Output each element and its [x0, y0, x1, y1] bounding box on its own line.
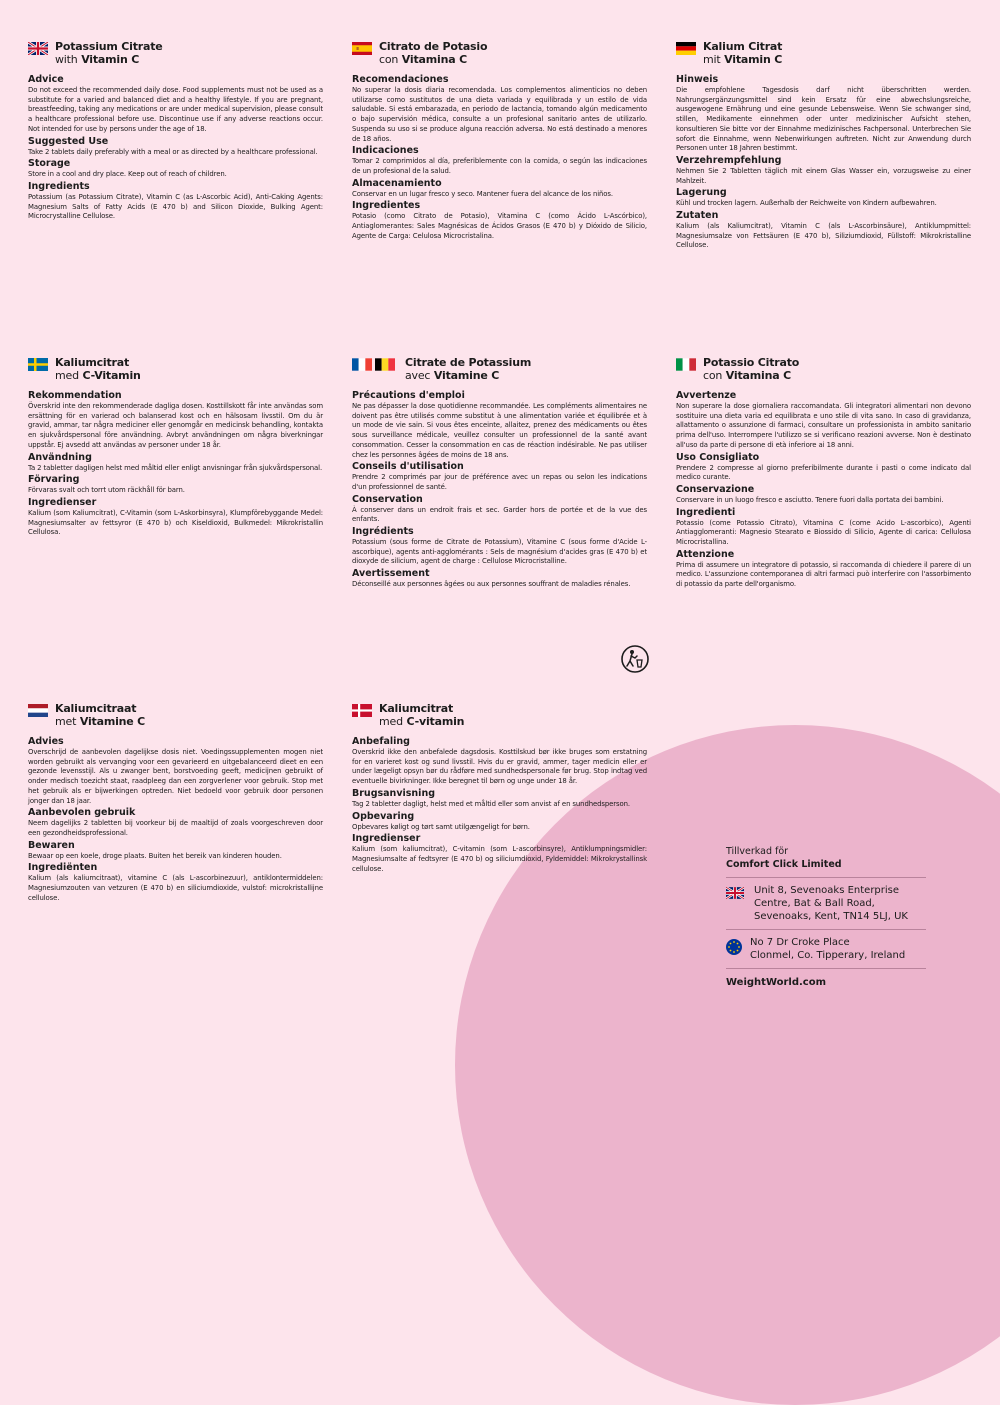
section-heading: Avvertenze: [676, 390, 737, 401]
section-heading: Uso Consigliato: [676, 451, 760, 463]
product-title: Citrate de Potassium: [405, 356, 532, 369]
section-heading: Verzehrempfehlung: [676, 154, 782, 166]
section-text: Potasio (como Citrato de Potasio), Vitamina C (como Ácido L-Ascórbico), Antiaglomerantes: Sales Magnésicas de Ácidos Grasos (E 470 b) y Dióxido de Silicio, Agente de Carga: Celulosa Microcristalina.: [352, 212, 647, 240]
product-subtitle: con Vitamina C: [379, 53, 467, 66]
section-text: Kalium (som kaliumcitrat), C-vitamin (som L-ascorbinsyre), Antiklumpningsmidler: Magnesiumsalte af fedtsyrer (E 470 b) og siliciumdioxid, Fyldemiddel: Mikrokrystallinsk cellulose.: [352, 845, 647, 873]
block-header: [352, 40, 647, 66]
product-title: Citrato de Potasio: [379, 40, 488, 53]
section-heading: Conservation: [352, 493, 423, 505]
section-heading: Indicaciones: [352, 145, 419, 157]
section-text: Overskrid ikke den anbefalede dagsdosis. Kosttilskud bør ikke bruges som erstatning for en varieret kost og sund livsstil. Hvis du er gravid, ammer, tager medicin eller er under lægeligt opsyn bør du rådføre med sundhedspersonale før brug. Stop indtag ved eventuelle bivirkninger. Ikke beregnet til børn og unge under 18 år.: [352, 748, 647, 786]
product-title: Kalium Citrat: [703, 40, 783, 53]
section-text: No superar la dosis diaria recomendada. Los complementos alimenticios no deben utilizarse como sustitutos de una dieta variada y equilibrada y un estilo de vida saludable. Si está embarazada, en periodo de lactancia, tomando algún medicamento o bajo supervisión médica, consulte a un profesional sanitario antes de utilizarlo. Suspenda su uso si se produce alguna reacción adversa. No está destinado a menores de 18 años.: [352, 86, 647, 143]
section-heading: Ingredienser: [28, 496, 97, 508]
france-flag-icon: [352, 358, 372, 371]
lang-block-en: [28, 40, 323, 223]
address-line: Sevenoaks, Kent, TN14 5LJ, UK: [754, 911, 908, 922]
lang-block-de: [676, 40, 971, 252]
section-text: Do not exceed the recommended daily dose. Food supplements must not be used as a substitute for a varied and balanced diet and a healthy lifestyle. If you are pregnant, breastfeeding, taking any medications or are under medical supervision, please consult a healthcare professional before use. Discontinue use if any adverse reactions occur. Not intended for use by persons under the age of 18.: [28, 86, 323, 133]
belgium-flag-icon: [375, 358, 395, 371]
section-text: Kühl und trocken lagern. Außerhalb der Reichweite von Kindern aufbewahren.: [676, 199, 937, 208]
address-line: Clonmel, Co. Tipperary, Ireland: [750, 950, 906, 961]
section-heading: Hinweis: [676, 74, 719, 85]
product-title: Kaliumcitraat: [55, 702, 137, 715]
section-heading: Ingredienti: [676, 506, 736, 518]
section-heading: Almacenamiento: [352, 177, 442, 189]
lang-block-fr: [352, 356, 647, 591]
section-heading: Ingrédients: [352, 526, 414, 538]
section-heading: Ingredienser: [352, 833, 421, 845]
product-subtitle: med C-Vitamin: [55, 369, 141, 382]
product-title: Kaliumcitrat: [379, 702, 454, 715]
section-heading: Avertissement: [352, 568, 430, 580]
section-heading: Conseils d'utilisation: [352, 461, 464, 473]
section-heading: Suggested Use: [28, 135, 109, 147]
uk-flag-icon: [726, 887, 746, 900]
product-title: Potassio Citrato: [703, 356, 800, 369]
manufacturer-info: [726, 845, 926, 988]
section-heading: Ingredientes: [352, 200, 421, 212]
section-text: Store in a cool and dry place. Keep out of reach of children.: [28, 170, 227, 179]
section-text: Potassium (as Potassium Citrate), Vitamin C (as L-Ascorbic Acid), Anti-Caking Agents: Magnesium Salts of Fatty Acids (E 470 b) and Silicon Dioxide, Bulking Agent: Microcrystalline Cellulose.: [28, 192, 323, 221]
address-uk: [726, 877, 926, 923]
section-text: Prima di assumere un integratore di potassio, si raccomanda di chiedere il parere di un medico. L'assunzione contemporanea di altri farmaci può interferire con l'assorbimento di potassio da parte dell'organismo.: [676, 560, 971, 589]
section-heading: Advies: [28, 736, 64, 747]
section-heading: Attenzione: [676, 548, 735, 560]
block-header: [352, 702, 647, 728]
address-line: Centre, Bat & Ball Road,: [754, 898, 875, 909]
section-text: Neem dagelijks 2 tabletten bij voorkeur bij de maaltijd of zoals voorgeschreven door een gezondheidsprofessional.: [28, 819, 323, 837]
product-subtitle: mit Vitamin C: [703, 53, 783, 66]
product-subtitle: med C-vitamin: [379, 715, 465, 728]
section-heading: Ingrediënten: [28, 862, 98, 874]
section-heading: Lagerung: [676, 187, 727, 199]
section-text: Potassio (come Potassio Citrato), Vitamina C (come Acido L-ascorbico), Agenti Antiagglomeranti: Magnesio Stearato e Biossido di Silicio, Agente di carica: Cellulosa Microcristallina.: [676, 518, 971, 547]
denmark-flag-icon: [352, 704, 372, 717]
lang-block-nl: [28, 702, 323, 904]
address-line: No 7 Dr Croke Place: [750, 937, 850, 948]
uk-flag-icon: [28, 42, 48, 55]
section-text: Take 2 tablets daily preferably with a meal or as directed by a healthcare professional.: [28, 147, 318, 156]
section-heading: Conservazione: [676, 483, 755, 495]
block-header: [676, 356, 971, 382]
sweden-flag-icon: [28, 358, 48, 371]
section-text: Ta 2 tabletter dagligen helst med måltid eller enligt anvisningar från sjukvårdspersonal.: [28, 463, 323, 472]
section-heading: Aanbevolen gebruik: [28, 807, 136, 819]
section-heading: Ingredients: [28, 180, 90, 192]
section-text: Conservare in un luogo fresco e asciutto. Tenere fuori dalla portata dei bambini.: [676, 495, 944, 504]
manufactured-for-label: Tillverkad för: [726, 846, 789, 857]
section-text: Tomar 2 comprimidos al día, preferiblemente con la comida, o según las indicaciones de un profesional de la salud.: [352, 157, 647, 175]
flag-group: [352, 358, 398, 371]
block-header: [676, 40, 971, 66]
section-heading: Anbefaling: [352, 736, 410, 747]
section-text: Opbevares køligt og tørt samt utilgængeligt for børn.: [352, 822, 530, 831]
lang-block-da: [352, 702, 647, 875]
product-title: Potassium Citrate: [55, 40, 163, 53]
italy-flag-icon: [676, 358, 696, 371]
section-heading: Précautions d'emploi: [352, 390, 465, 401]
section-text: Bewaar op een koele, droge plaats. Buiten het bereik van kinderen houden.: [28, 851, 282, 860]
eu-flag-icon: [726, 939, 742, 955]
section-text: Kalium (som Kaliumcitrat), C-Vitamin (som L-Askorbinsyra), Klumpförebyggande Medel: Magnesiumsalter av fettsyror (E 470 b) och Kiseldioxid, Bulkmedel: Mikrokristallin Cellulosa.: [28, 508, 323, 537]
section-text: Nehmen Sie 2 Tabletten täglich mit einem Glas Wasser ein, vorzugsweise zu einer Mahlzeit.: [676, 166, 971, 185]
section-heading: Recomendaciones: [352, 74, 449, 85]
section-text: Ne pas dépasser la dose quotidienne recommandée. Les compléments alimentaires ne doivent pas être utilisés comme substitut à une alimentation variée et équilibrée et à un mode de vie sain. Si vous êtes enceinte, allaitez, prenez des médicaments ou êtes sous surveillance médicale, veuillez consulter un professionnel de la santé avant consommation. Cesser la consommation en cas de réaction indésirable. Ne pas utiliser chez les personnes âgées de moins de 18 ans.: [352, 402, 647, 459]
section-heading: Rekommendation: [28, 390, 122, 401]
section-text: Kalium (als Kaliumcitrat), Vitamin C (als L-Ascorbinsäure), Antiklumpmittel: Magnesiumsalze von Fettsäuren (E 470 b), Siliziumdioxid, Füllstoff: Mikrokristalline Cellulose.: [676, 222, 971, 250]
section-heading: Advice: [28, 74, 64, 85]
tidyman-recycle-icon: [620, 644, 650, 674]
product-subtitle: met Vitamine C: [55, 715, 146, 728]
product-subtitle: avec Vitamine C: [405, 369, 500, 382]
section-text: Överskrid inte den rekommenderade dagliga dosen. Kosttillskott får inte användas som ersättning för en varierad och balanserad kost och en hälsosam livsstil. Om du är gravid, ammar, tar några mediciner eller genomgår en medicinsk behandling, kontakta en sjukvårdspersonal före användning. Avbryt användningen om några biverkningar uppstår. Ej avsedd att användas av personer under 18 år.: [28, 402, 323, 449]
product-subtitle: con Vitamina C: [703, 369, 791, 382]
block-header: [28, 40, 323, 66]
section-text: Tag 2 tabletter dagligt, helst med et måltid eller som anvist af en sundhedsperson.: [352, 799, 631, 808]
lang-block-es: [352, 40, 647, 242]
company-name: Comfort Click Limited: [726, 859, 842, 870]
lang-block-it: [676, 356, 971, 591]
section-text: Kalium (als kaliumcitraat), vitamine C (als L-ascorbinezuur), antiklontermiddelen: Magnesiumzouten van vetzuren (E 470 b) en siliciumdioxide, vulstof: microkristallijne cellulose.: [28, 874, 323, 902]
address-line: Unit 8, Sevenoaks Enterprise: [754, 885, 900, 896]
address-ie: [726, 929, 926, 962]
section-text: Prendre 2 comprimés par jour de préférence avec un repas ou selon les indications d'un professionnel de santé.: [352, 473, 647, 491]
spain-flag-icon: [352, 42, 372, 55]
product-title: Kaliumcitrat: [55, 356, 130, 369]
section-heading: Förvaring: [28, 474, 80, 486]
section-heading: Användning: [28, 451, 92, 463]
section-text: Prendere 2 compresse al giorno preferibilmente durante i pasti o come indicato dal medico curante.: [676, 463, 971, 482]
section-heading: Storage: [28, 158, 71, 170]
block-header: [28, 702, 323, 728]
section-heading: Zutaten: [676, 210, 719, 222]
section-text: À conserver dans un endroit frais et sec. Garder hors de portée et de la vue des enfants.: [352, 505, 647, 524]
section-text: Overschrijd de aanbevolen dagelijkse dosis niet. Voedingssupplementen mogen niet worden gebruikt als vervanging voor een gevarieerd en uitgebalanceerd dieet en een gezonde levensstijl. Als u zwanger bent, borstvoeding geeft, medicijnen gebruikt of onder medisch toezicht staat, raadpleeg dan een zorgverlener voor gebruik. Stop met het gebruik als er bijwerkingen optreden. Niet bedoeld voor gebruik door personen jonger dan 18 jaar.: [28, 748, 323, 805]
netherlands-flag-icon: [28, 704, 48, 717]
section-text: Förvaras svalt och torrt utom räckhåll för barn.: [28, 486, 185, 495]
section-text: Déconseillé aux personnes âgées ou aux personnes souffrant de maladies rénales.: [352, 580, 631, 589]
website-link[interactable]: WeightWorld.com: [726, 968, 926, 988]
germany-flag-icon: [676, 42, 696, 55]
section-text: Conservar en un lugar fresco y seco. Mantener fuera del alcance de los niños.: [352, 189, 613, 198]
section-text: Non superare la dose giornaliera raccomandata. Gli integratori alimentari non devono sostituire una dieta varia ed equilibrata e uno stile di vita sano. In caso di gravidanza, allattamento o assunzione di farmaci, consultare un professionista in ambito sanitario prima dell'uso. Interrompere l'utilizzo se si verificano reazioni avverse. Non è destinato all'uso da parte di persone di età inferiore ai 18 anni.: [676, 402, 971, 449]
block-header: [28, 356, 323, 382]
product-subtitle: with Vitamin C: [55, 53, 140, 66]
block-header: [352, 356, 647, 382]
section-text: Die empfohlene Tagesdosis darf nicht überschritten werden. Nahrungsergänzungsmittel sind kein Ersatz für eine abwechslungsreiche, ausgewogene Ernährung und eine gesunde Lebensweise. Wenn Sie schwanger sind, stillen, Medikamente einnehmen oder unter medizinischer Aufsicht stehen, konsultieren Sie bitte vor der Einnahme medizinisches Fachpersonal. Unterbrechen Sie sofort die Einnahme, wenn Nebenwirkungen auftreten. Nicht zur Anwendung durch Personen unter 18 Jahren bestimmt.: [676, 86, 971, 153]
lang-block-sv: [28, 356, 323, 539]
section-text: Potassium (sous forme de Citrate de Potassium), Vitamine C (sous forme d'Acide L-ascorbique), agents anti-agglomérants : Sels de magnésium d'acides gras (E 470 b) et dioxyde de silicium, agent de charge : Cellulose Microcristalline.: [352, 538, 647, 566]
section-heading: Brugsanvisning: [352, 787, 436, 799]
section-heading: Bewaren: [28, 839, 75, 851]
section-heading: Opbevaring: [352, 810, 415, 822]
